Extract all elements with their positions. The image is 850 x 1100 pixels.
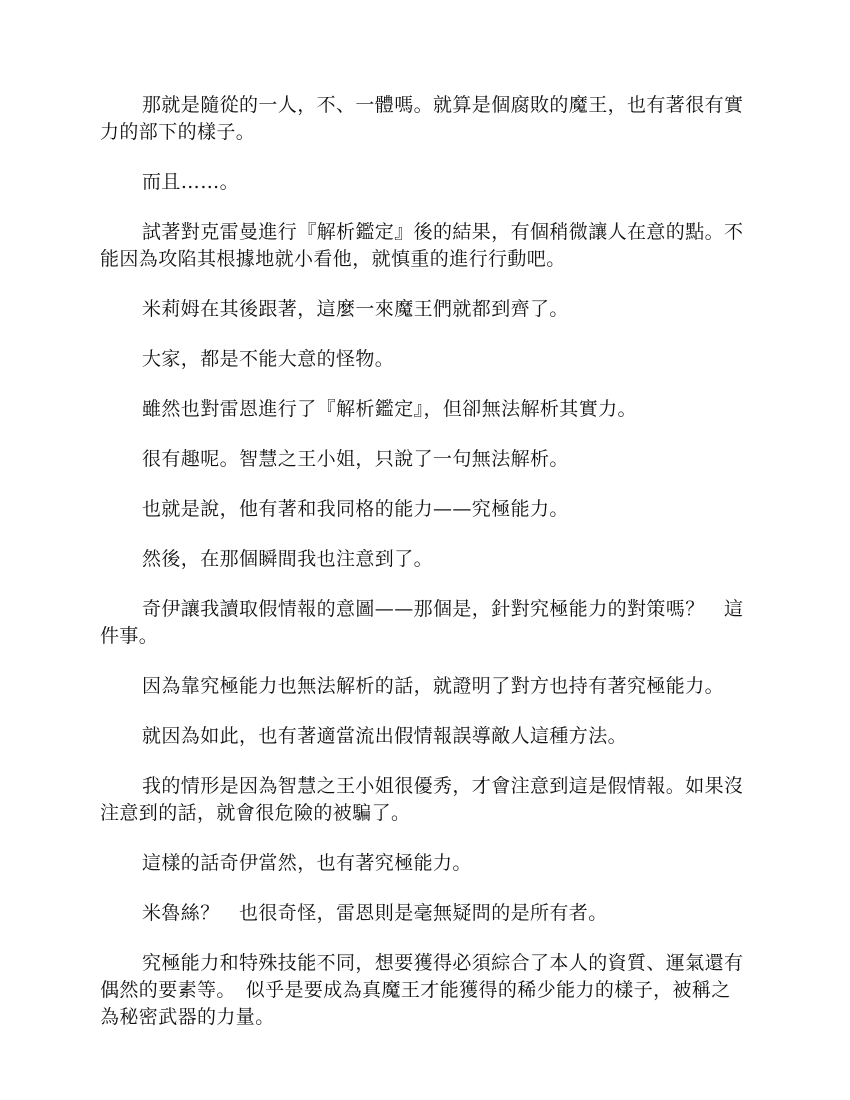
paragraph: 因為靠究極能力也無法解析的話，就證明了對方也持有著究極能力。 [142, 675, 725, 697]
paragraph: 雖然也對雷恩進行了『解析鑑定』，但卻無法解析其實力。 [142, 398, 637, 420]
paragraph: 米魯絲？ 也很奇怪，雷恩則是毫無疑問的是所有者。 [142, 902, 608, 924]
document-body [100, 92, 750, 1054]
paragraph: 很有趣呢。智慧之王小姐，只說了一句無法解析。 [142, 448, 569, 470]
paragraph: 我的情形是因為智慧之王小姐很優秀，才會注意到這是假情報。如果沒注意到的話，就會很危險的被騙了。 [100, 775, 744, 824]
paragraph: 奇伊讓我讀取假情報的意圖——那個是，針對究極能力的對策嗎？ 這件事。 [100, 598, 744, 647]
paragraph: 大家，都是不能大意的怪物。 [142, 348, 395, 370]
paragraph: 試著對克雷曼進行『解析鑑定』後的結果，有個稍微讓人在意的點。不能因為攻陷其根據地就小看他，就慎重的進行行動吧。 [100, 221, 744, 270]
paragraph: 也就是說，他有著和我同格的能力——究極能力。 [142, 498, 569, 520]
paragraph: 米莉姆在其後跟著，這麼一來魔王們就都到齊了。 [142, 298, 569, 320]
paragraph: 而且……。 [142, 171, 240, 193]
paragraph: 然後，在那個瞬間我也注意到了。 [142, 548, 434, 570]
paragraph: 究極能力和特殊技能不同，想要獲得必須綜合了本人的資質、運氣還有偶然的要素等。 似乎是要成為真魔王才能獲得的稀少能力的樣子，被稱之為秘密武器的力量。 [100, 952, 744, 1028]
paragraph: 這樣的話奇伊當然，也有著究極能力。 [142, 852, 472, 874]
paragraph: 那就是隨從的一人，不、一體嗎。就算是個腐敗的魔王，也有著很有實力的部下的樣子。 [100, 94, 744, 143]
paragraph: 就因為如此，也有著適當流出假情報誤導敵人這種方法。 [142, 725, 628, 747]
